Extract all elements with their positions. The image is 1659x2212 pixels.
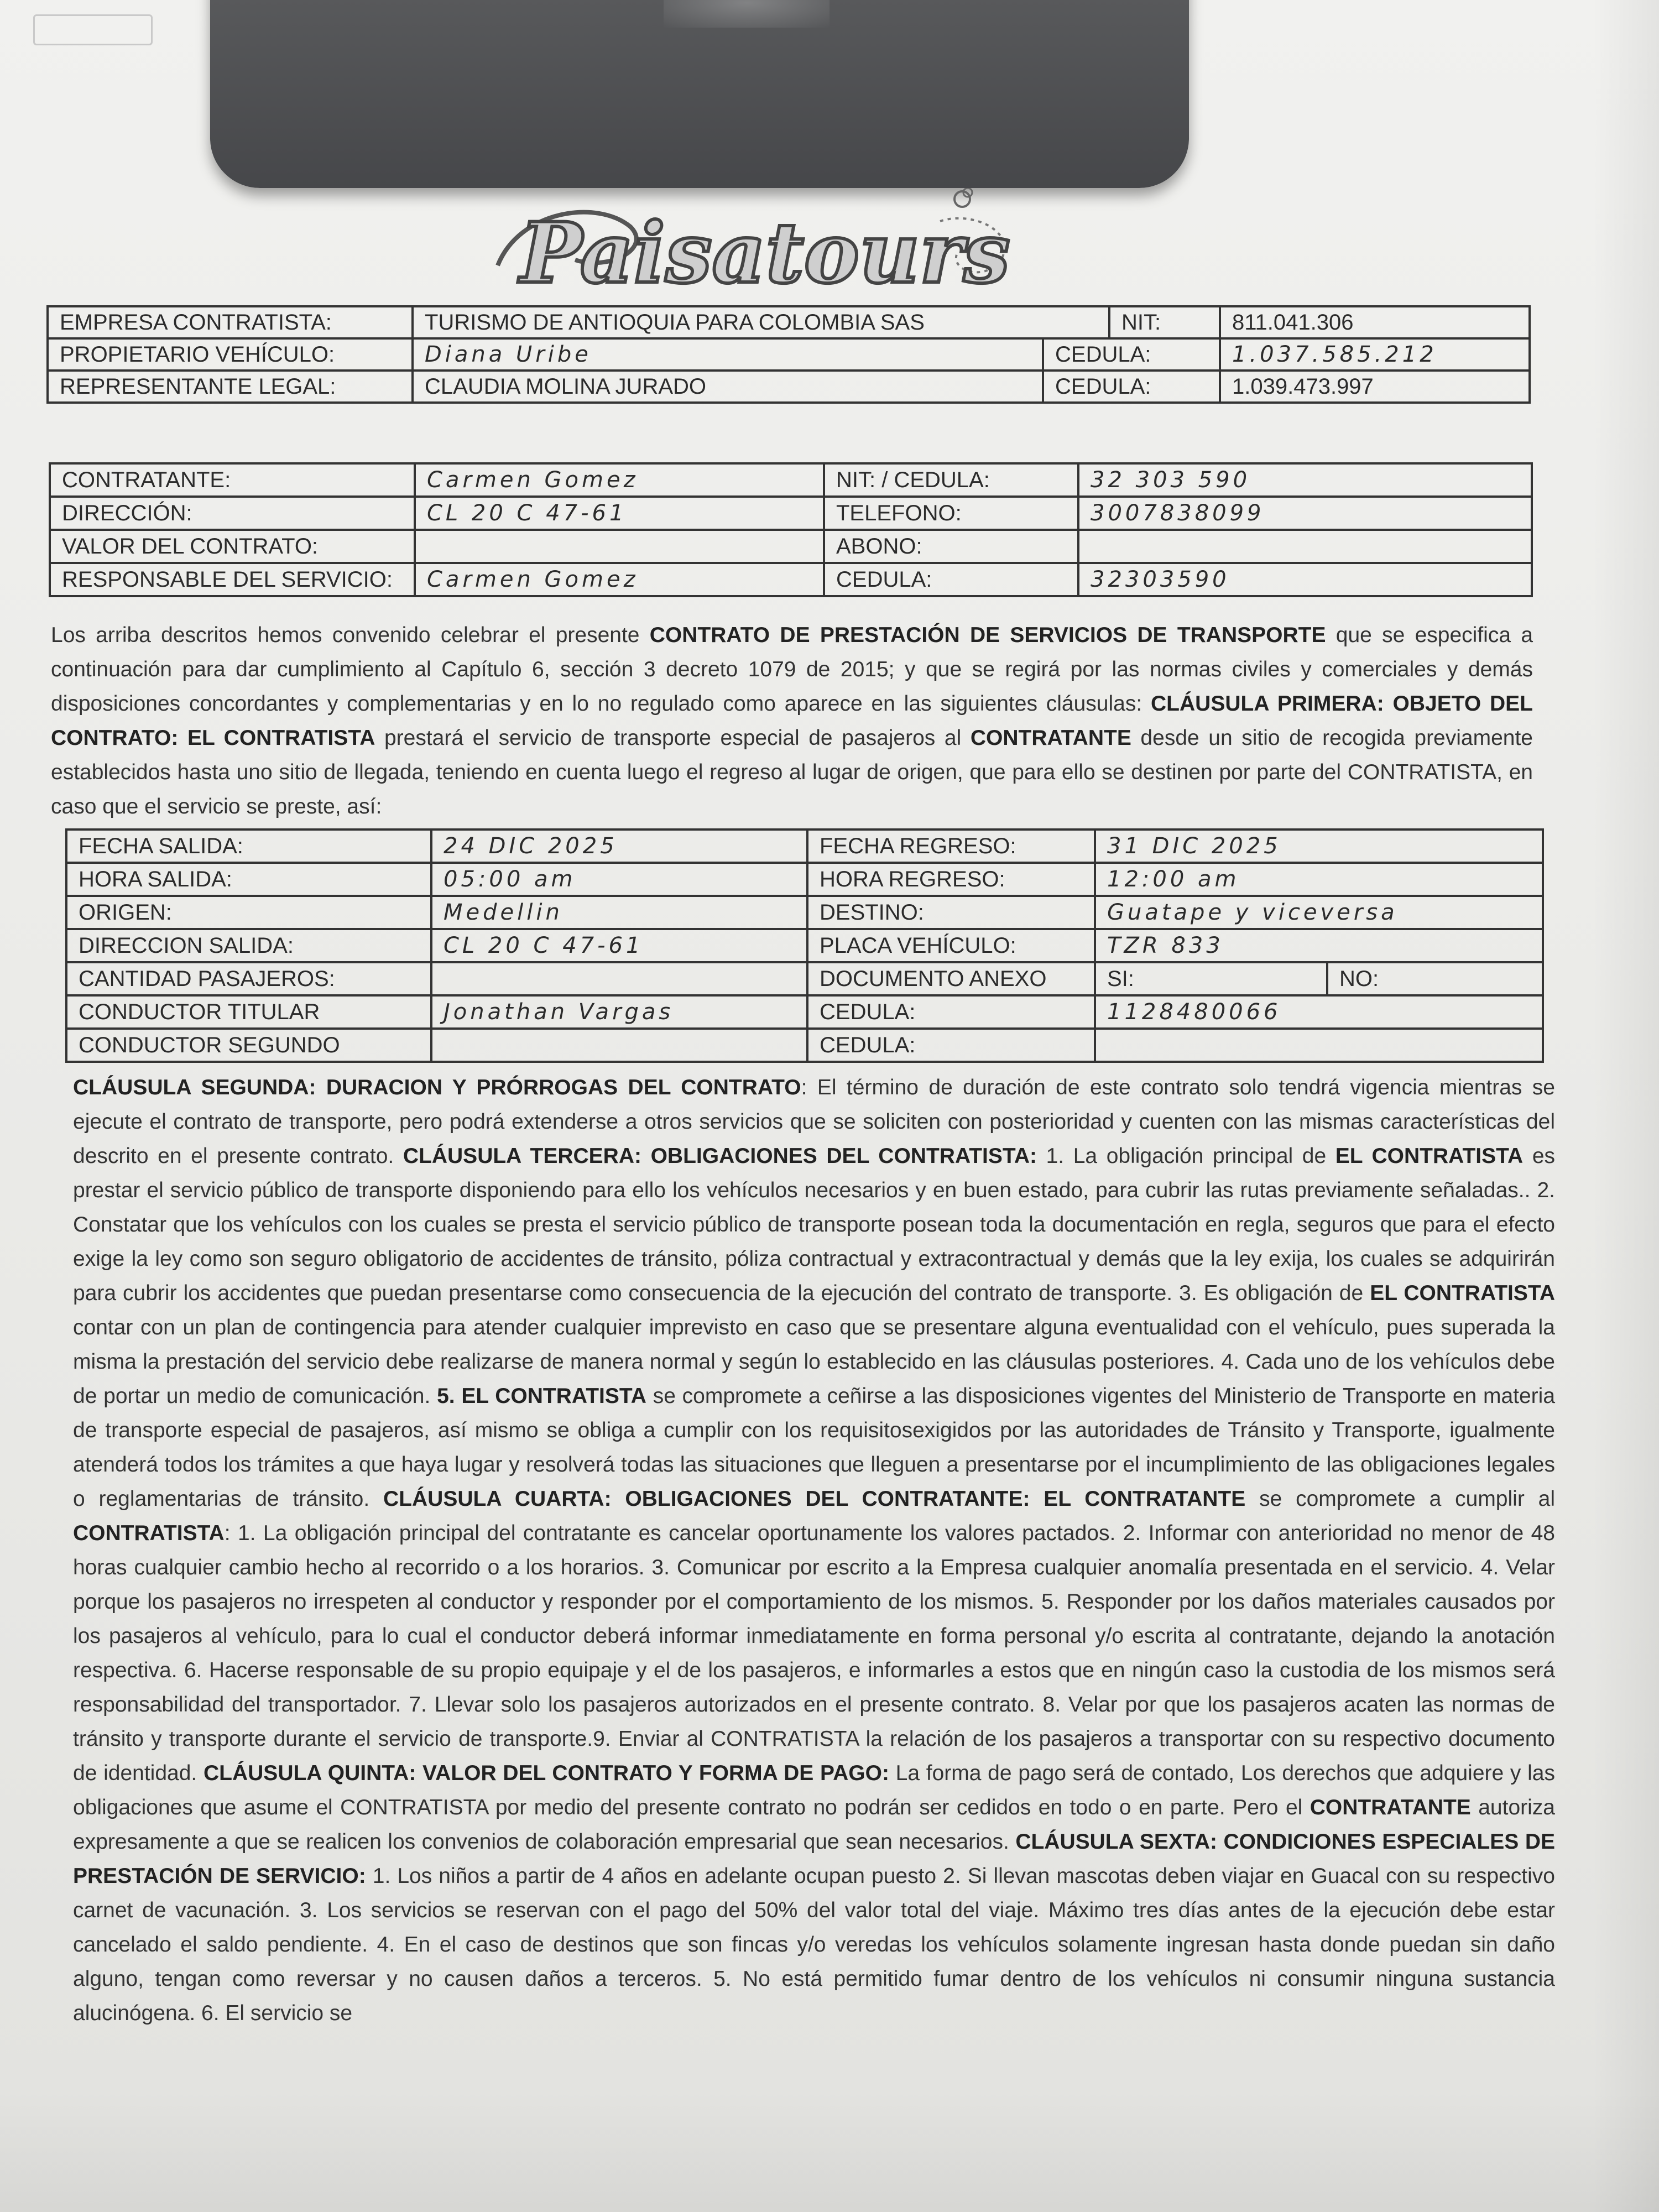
clause4-bold-1: CONTRATISTA: [73, 1521, 225, 1545]
clauses-body: [73, 1071, 1555, 2031]
clause3-text-a: 1. La obligación principal de: [1036, 1144, 1335, 1168]
direccion-salida-label: DIRECCION SALIDA:: [66, 929, 431, 962]
direccion-salida-value: CL 20 C 47-61: [431, 929, 807, 962]
clause6-text-a: 1. Los niños a partir de 4 años en adelante ocupan puesto 2. Si llevan mascotas deben viajar en Guacal con su respectivo carnet de vacunación. 3. Los servicios se reservan con el pago del 50% del valor total del viaje. Máximo tres días antes de la ejecución debe estar cancelado el saldo pendiente. 4. En el caso de destinos que son fincas y/o veredas los vehículos solamente ingresan hasta donde puedan sin daño alguno, tengan como reversar y no causen daños a terceros. 5. No está permitido fumar dentro de los vehículos ni consumir ninguna sustancia alucinógena. 6. El servicio se: [73, 1864, 1555, 2025]
valor-value: [415, 530, 824, 563]
conductor-titular-value: Jonathan Vargas: [431, 995, 807, 1029]
clause1-title: CLÁUSULA PRIMERA: OBJETO DEL CONTRATO: EL CONTRATISTA: [51, 692, 1533, 750]
placa-label: PLACA VEHÍCULO:: [807, 929, 1095, 962]
company-table: [46, 305, 1531, 404]
nit-value: 811.041.306: [1220, 306, 1530, 338]
contratante-value: Carmen Gomez: [415, 463, 824, 497]
conductor-segundo-label: CONDUCTOR SEGUNDO: [66, 1029, 431, 1062]
cantidad-value: [431, 962, 807, 995]
clause4-text-b: : 1. La obligación principal del contratante es cancelar oportunamente los valores pactados. 2. Informar con anterioridad no menor de 48 horas cualquier cambio hecho al recorrido o a los horarios. 3. Comunicar por escrito a la Empresa cualquier anomalía presentada en el servicio. 4. Velar porque los pasajeros no irrespeten al conductor y responder por el comportamiento de los mismos. 5. Responder por los daños materiales causados por los pasajeros al vehículo, para lo cual el conductor deberá informar inmediatamente en forma personal y/o escrita al contratante, dejando la anotación respectiva. 6. Hacerse responsable de su propio equipaje y el de los pasajeros, e informarles a estos que en ningún caso la custodia de los mismos será responsabilidad del transportador. 7. Llevar solo los pasajeros autorizados en el presente contrato. 8. Velar por que los pasajeros acaten las normas de tránsito y transporte durante el servicio de transporte.9. Enviar al CONTRATISTA la relación de los pasajeros a transportar con su respectivo documento de identidad.: [73, 1521, 1555, 1785]
clause4-text-a: se compromete a cumplir al: [1245, 1487, 1555, 1511]
corner-stamp-mark: [33, 14, 153, 45]
origen-label: ORIGEN:: [66, 896, 431, 929]
clipboard-clip: [210, 0, 1189, 188]
clause3-text-d: se compromete a ceñirse a las disposiciones vigentes del Ministerio de Transporte en materia de transporte especial de pasajeros, así mismo se obliga a cumplir con los requisitosexigidos por las autoridades de Tránsito y Transporte, igualmente atenderá todos los trámites a que haya lugar y resolverá todas las situaciones que lleguen a presentarse por el incumplimiento de las obligaciones legales o reglamentarias de tránsito.: [73, 1384, 1556, 1511]
company-logo: [487, 188, 1051, 315]
contratante-label: CONTRATANTE:: [50, 463, 415, 497]
representante-value: CLAUDIA MOLINA JURADO: [413, 371, 1043, 403]
trip-table: [65, 828, 1544, 1063]
destino-value: Guatape y viceversa: [1095, 896, 1543, 929]
telefono-label: TELEFONO:: [824, 497, 1078, 530]
abono-label: ABONO:: [824, 530, 1078, 563]
hora-regreso-label: HORA REGRESO:: [807, 863, 1095, 896]
abono-value: [1078, 530, 1532, 563]
cedula-label: CEDULA:: [824, 563, 1078, 596]
clause2-title: CLÁUSULA SEGUNDA: DURACION Y PRÓRROGAS DEL CONTRATO: [73, 1076, 801, 1099]
intro-text-1: Los arriba descritos hemos convenido celebrar el presente: [51, 623, 650, 647]
clip-shine: [664, 0, 830, 28]
page-shadow-bottom: [0, 2090, 1659, 2212]
clause1-bold-contratante: CONTRATANTE: [970, 726, 1131, 750]
cedula1-value: 1.037.585.212: [1220, 338, 1530, 371]
empresa-label: EMPRESA CONTRATISTA:: [48, 306, 413, 338]
clause5-text-a: La forma de pago será de contado, Los derechos que adquiere y las obligaciones que asume el CONTRATISTA por medio del presente contrato no podrán ser cedidos en todo o en parte. Pero el: [73, 1761, 1555, 1819]
logo-wordmark: Paisatours: [520, 205, 1010, 302]
hora-salida-label: HORA SALIDA:: [66, 863, 431, 896]
nit-cedula-label: NIT: / CEDULA:: [824, 463, 1078, 497]
clause4-title: CLÁUSULA CUARTA: OBLIGACIONES DEL CONTRATANTE: EL CONTRATANTE: [383, 1487, 1246, 1511]
cedula1-label: CEDULA:: [1043, 338, 1220, 371]
si-label: SI:: [1095, 962, 1327, 995]
clause5-text-b: autoriza expresamente a que se realicen los convenios de colaboración empresarial que sean necesarios.: [73, 1796, 1555, 1854]
hora-regreso-value: 12:00 am: [1095, 863, 1543, 896]
client-table: [49, 462, 1533, 597]
responsable-value: Carmen Gomez: [415, 563, 824, 596]
hora-salida-value: 05:00 am: [431, 863, 807, 896]
telefono-value: 3007838099: [1078, 497, 1532, 530]
cantidad-label: CANTIDAD PASAJEROS:: [66, 962, 431, 995]
clause3-title: CLÁUSULA TERCERA: OBLIGACIONES DEL CONTRATISTA:: [403, 1144, 1037, 1168]
clause5-title: CLÁUSULA QUINTA: VALOR DEL CONTRATO Y FORMA DE PAGO:: [203, 1761, 889, 1785]
nit-cedula-value: 32 303 590: [1078, 463, 1532, 497]
cedula-titular-label: CEDULA:: [807, 995, 1095, 1029]
intro-bold-title: CONTRATO DE PRESTACIÓN DE SERVICIOS DE TRANSPORTE: [649, 623, 1326, 647]
responsable-label: RESPONSABLE DEL SERVICIO:: [50, 563, 415, 596]
propietario-label: PROPIETARIO VEHÍCULO:: [48, 338, 413, 371]
page-shadow-right: [1593, 0, 1659, 2212]
clause1-text-b: desde un sitio de recogida previamente establecidos hasta uno sitio de llegada, teniendo en cuenta luego el regreso al lugar de origen, que para ello se destinen por parte del CONTRATISTA, en caso que el servicio se preste, así:: [51, 726, 1533, 818]
clause3-bold-3: 5. EL CONTRATISTA: [437, 1384, 646, 1408]
no-label: NO:: [1327, 962, 1543, 995]
propietario-value: Diana Uribe: [413, 338, 1043, 371]
fecha-regreso-value: 31 DIC 2025: [1095, 830, 1543, 863]
documento-label: DOCUMENTO ANEXO: [807, 962, 1095, 995]
conductor-titular-label: CONDUCTOR TITULAR: [66, 995, 431, 1029]
clause5-bold-1: CONTRATANTE: [1310, 1796, 1471, 1819]
clause2-text: : El término de duración de este contrato solo tendrá vigencia mientras se ejecute el contrato de transporte, pero podrá extenderse a otros servicios que se soliciten con posterioridad y cuenten con las mismas características del descrito en el presente contrato.: [73, 1076, 1555, 1168]
fecha-salida-label: FECHA SALIDA:: [66, 830, 431, 863]
intro-paragraph: [51, 618, 1533, 824]
representante-label: REPRESENTANTE LEGAL:: [48, 371, 413, 403]
cedula-value: 32303590: [1078, 563, 1532, 596]
clause3-bold-2: EL CONTRATISTA: [1370, 1281, 1556, 1305]
cedula2-value: 1.039.473.997: [1220, 371, 1530, 403]
fecha-regreso-label: FECHA REGRESO:: [807, 830, 1095, 863]
cedula-segundo-value: [1095, 1029, 1543, 1062]
intro-text-2: que se especifica a continuación para dar cumplimiento al Capítulo 6, sección 3 decreto 1079 de 2015; y que se regirá por las normas civiles y comerciales y demás disposiciones concordantes y complementarias y en lo no regulado como aparece en las siguientes cláusulas:: [51, 623, 1533, 716]
empresa-value: TURISMO DE ANTIOQUIA PARA COLOMBIA SAS: [413, 306, 1109, 338]
destino-label: DESTINO:: [807, 896, 1095, 929]
fecha-salida-value: 24 DIC 2025: [431, 830, 807, 863]
cedula-segundo-label: CEDULA:: [807, 1029, 1095, 1062]
direccion-value: CL 20 C 47-61: [415, 497, 824, 530]
clause1-text-a: prestará el servicio de transporte especial de pasajeros al: [375, 726, 971, 750]
clause3-text-b: es prestar el servicio público de transporte disponiendo para ello los vehículos necesarios y en buen estado, para cubrir las rutas previamente señaladas.. 2. Constatar que los vehículos con los cuales se presta el servicio público de transporte posean toda la documentación en regla, seguros que para el efecto exige la ley como son seguro obligatorio de accidentes de tránsito, póliza contractual y extracontractual y demás que la ley exija, los cuales se adquirirán para cubrir los accidentes que puedan presentarse como consecuencia de la ejecución del contrato de transporte. 3. Es obligación de: [73, 1144, 1556, 1305]
nit-label: NIT:: [1109, 306, 1220, 338]
conductor-segundo-value: [431, 1029, 807, 1062]
cedula2-label: CEDULA:: [1043, 371, 1220, 403]
cedula-titular-value: 1128480066: [1095, 995, 1543, 1029]
valor-label: VALOR DEL CONTRATO:: [50, 530, 415, 563]
origen-value: Medellin: [431, 896, 807, 929]
clause3-bold-1: EL CONTRATISTA: [1335, 1144, 1524, 1168]
clause6-title: CLÁUSULA SEXTA: CONDICIONES ESPECIALES DE PRESTACIÓN DE SERVICIO:: [73, 1830, 1555, 1888]
direccion-label: DIRECCIÓN:: [50, 497, 415, 530]
clause3-text-c: contar con un plan de contingencia para atender cualquier imprevisto en caso que se presentare alguna eventualidad con el vehículo, pues superada la misma la prestación del servicio debe realizarse de manera normal y según lo establecido en las cláusulas posteriores. 4. Cada uno de los vehículos debe de portar un medio de comunicación.: [73, 1316, 1555, 1408]
placa-value: TZR 833: [1095, 929, 1543, 962]
